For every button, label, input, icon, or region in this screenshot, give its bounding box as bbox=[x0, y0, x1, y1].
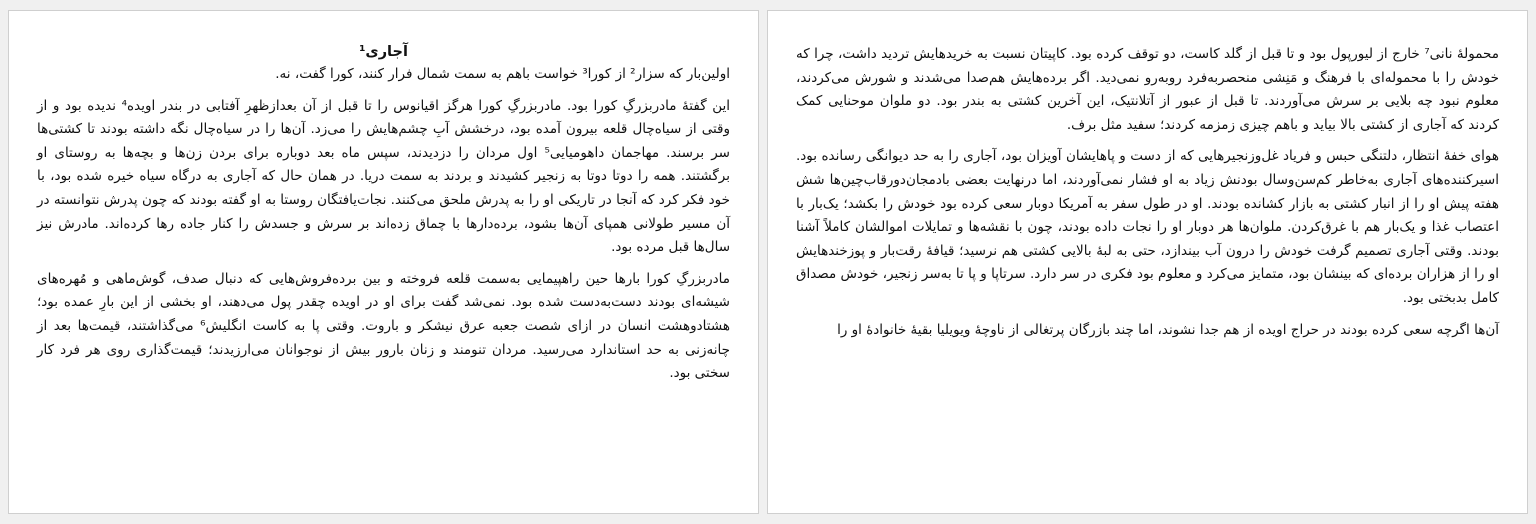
paragraph: آن‌ها اگرچه سعی کرده بودند در حراج اویده از هم جدا نشوند، اما چند بازرگان پرتغالی از ناوچهٔ ویویلیا بقیهٔ خانوادهٔ او را bbox=[837, 321, 1499, 338]
page-text-right bbox=[796, 43, 1499, 350]
book-page-right bbox=[767, 10, 1528, 514]
paragraph: مادربزرگِ کورا بارها حین راهپیمایی به‌سمت قلعه فروخته و بین برده‌فروش‌هایی که دنبال صدف، گوش‌ماهی و مُهره‌های شیشه‌ای بودند دست‌به‌دست شده بود. نمی‌شد گفت برای او در اویده چقدر پول می‌دهند، او بخشی از این بارِ عمده بود؛ هشتادوهشت انسان در ازای شصت جعبه عرق نیشکر و باروت. وقتی پا به کاست انگلیش⁶ می‌گذاشتند، قیمت‌ها بعد از چانه‌زنی به حد استاندارد می‌رسید. مردان تنومند و زنان بارور بیش از نوجوانان می‌ارزیدند؛ قیمت‌گذاری روی هر فرد کار سختی بود. bbox=[37, 270, 730, 382]
paragraph: این گفتهٔ مادربزرگِ کورا بود. مادربزرگِ کورا هرگز اقیانوس را تا قبل از آن بعدازظهرِ آفتابی در بندر اویده⁴ ندیده بود و از وقتی از سیاه‌چال قلعه بیرون آمده بود، درخشش آبِ چشم‌هایش را می‌زد. آن‌ها را در سیاه‌چال نگه داشته بودند تا کشتی‌ها سر برسند. مهاجمان داهومیایی⁵ اول مردان را دزدیدند، سپس ماه بعد دوباره برای بردن زن‌ها و بچه‌ها به روستای او برگشتند. همه را دوتا دوتا به زنجیر کشیدند و بردند به سمت دریا. در همان حال که آجاری به درگاه سیاه خیره شده بود، با خود فکر کرد که آنجا در تاریکی او را به پدرش ملحق می‌کنند. نجات‌یافتگان روستا به او گفته بودند که چون پدرش نتوانسته در آن مسیر طولانی همپای آن‌ها بشود، برده‌دارها با چماق زده‌اند بر سرش و جسدش را کنار جاده رها کرده‌اند. مادرش نیز سال‌ها قبل مرده بود. bbox=[37, 97, 730, 256]
paragraph: محمولهٔ نانی⁷ خارج از لیورپول بود و تا قبل از گلد کاست، دو توقف کرده بود. کاپیتان نسبت به خریدهایش تردید داشت، چرا که خودش را با محموله‌ای با فرهنگ و مَنِشی منحصربه‌فرد روبه‌رو نمی‌دید. اگر برده‌هایش هم‌صدا می‌شدند و شورش می‌کردند، معلوم نبود چه بلایی بر سرش می‌آوردند. تا قبل از عبور از آتلانتیک، این آخرین کشتی به بندر بود. دو ملوان موحنایی کمک کردند که آجاری از کشتی بالا بیاید و باهم چیزی زمزمه کردند؛ سفید مثل برف. bbox=[796, 46, 1499, 133]
paragraph: اولین‌بار که سزار² از کورا³ خواست باهم به سمت شمال فرار کنند، کورا گفت، نه. bbox=[275, 66, 730, 82]
chapter-title: آجاری¹ bbox=[359, 44, 408, 60]
book-page-left bbox=[8, 10, 759, 514]
paragraph: هوای خفهٔ انتظار، دلتنگی حبس و فریاد غل‌وزنجیرهایی که از دست و پاهایشان آویزان بود، آجاری را به حد دیوانگی رسانده بود. اسیرکننده‌های آجاری به‌خاطر کم‌سن‌وسال بودنش زیاد به او فشار نمی‌آوردند، اما درنهایت بعضی بادمجان‌دورقاب‌چین‌ها شش هفته پیش او را از انبار کشتی به بازار کشانده بودند. او در طول سفر به آمریکا دوبار سعی کرده بود خودش را بکشد؛ یک‌بار با اعتصاب غذا و یک‌بار هم با غرق‌کردن. ملوان‌ها هر دوبار او را نجات داده بودند، چون با نقشه‌ها و تمایلات اموالشان کاملاً آشنا بودند. وقتی آجاری تصمیم گرفت خودش را درون آب بیندازد، حتی به لبهٔ بالایی کشتی هم نرسید؛ قیافهٔ رقت‌بار و پوزخندهایش او را از هزاران برده‌ای که بینشان بود، متمایز می‌کرد و معلوم بود فکری در سر دارد. سرتاپا و پا تا به‌سر زنجیر، خودش مصداق کامل بدبختی بود. bbox=[796, 148, 1499, 306]
page-text-left bbox=[37, 41, 730, 394]
